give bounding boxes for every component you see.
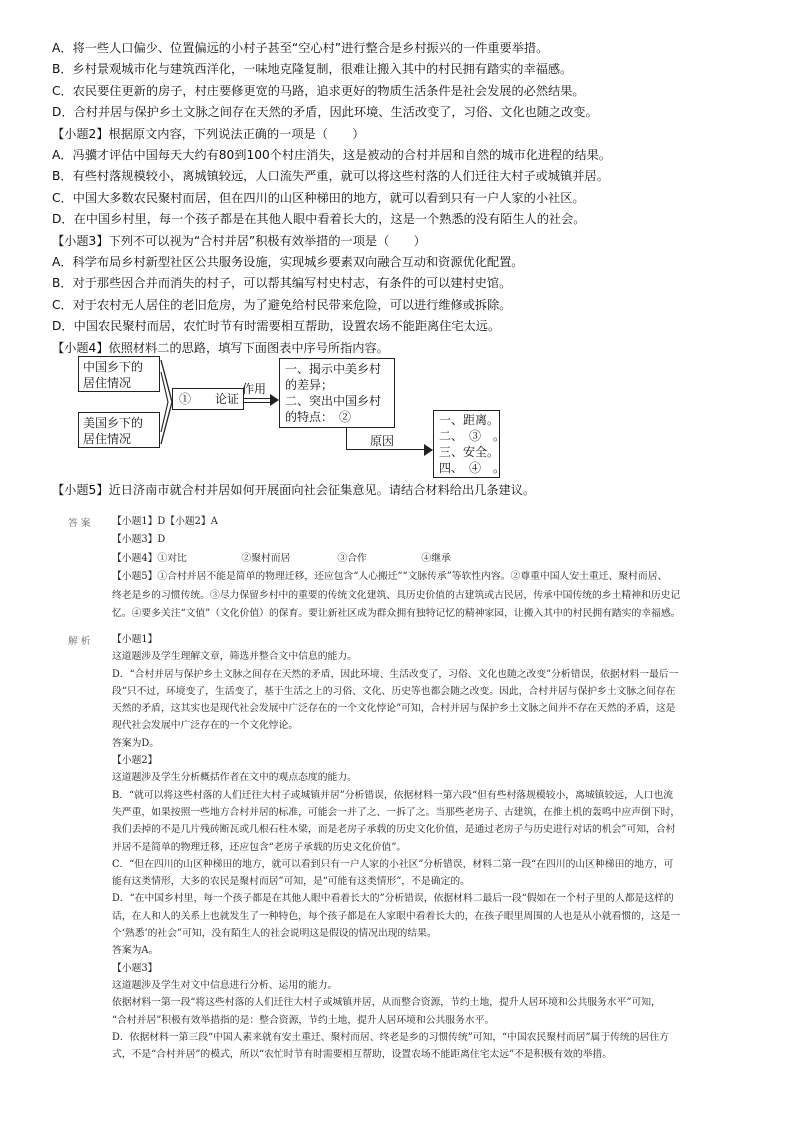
q1-option-b: B．乡村景观城市化与建筑西洋化，一味地克隆复制，很难让搬入其中的村民拥有踏实的幸福感。 xyxy=(52,62,573,77)
answer-block xyxy=(112,513,762,623)
box-china-line2: 居住情况 xyxy=(83,376,132,390)
reason-connector-vertical xyxy=(346,428,347,450)
q2-option-b: B．有些村落规模较小，离城镇较远，人口流失严重，就可以将这些村落的人们迁往大村子或城镇并居。 xyxy=(52,169,609,184)
analysis-line: 【小题3】 xyxy=(112,962,158,974)
flow-diagram xyxy=(78,354,538,479)
reason-line2: 二、 ③ 。 xyxy=(439,429,506,443)
box-purpose xyxy=(279,358,395,428)
analysis-line: 现代社会发展中广泛存在的一个文化悖论。 xyxy=(112,720,299,732)
q4-stem: 【小题4】依照材料二的思路，填写下面图表中序号所指内容。 xyxy=(52,340,389,355)
analysis-line: 式，不是“合村并居”的模式，所以“农忙时节有时需要相互帮助，设置农场不能距离住宅太远”不是积极有效的举措。 xyxy=(112,1049,613,1061)
purpose-line3: 二、突出中国乡村 xyxy=(285,394,382,408)
analysis-line: 依据材料一第一段“将这些村落的人们迁往大村子或城镇并居，从而整合资源，节约土地，提升人居环境和公共服务水平”可知， xyxy=(112,997,661,1009)
q2-option-a: A．冯骥才评估中国每天大约有80到100个村庄消失，这是被动的合村并居和自然的城市化进程的结果。 xyxy=(52,148,611,163)
q3-option-a: A．科学布局乡村新型社区公共服务设施，实现城乡要素双向融合互动和资源优化配置。 xyxy=(52,255,524,270)
reason-line4: 四、 ④ 。 xyxy=(439,461,506,475)
analysis-line: 失严重，如果按照一些地方合村并居的标准，可能会一并了之、一拆了之。当那些老房子、古建筑，在推土机的轰鸣中应声倒下时， xyxy=(112,806,681,818)
box-usa-line1: 美国乡下的 xyxy=(83,416,144,430)
analysis-line: 答案为A。 xyxy=(112,945,159,957)
q3-stem: 【小题3】下列不可以视为“合村并居”积极有效举措的一项是（ ） xyxy=(52,233,426,248)
answer-tag: 答案 xyxy=(68,518,94,529)
answer-q4-prefix: 【小题4】 xyxy=(112,552,158,564)
analysis-line: 这道题涉及学生对文中信息进行分析、运用的能力。 xyxy=(112,979,338,991)
reason-line1: 一、距离。 xyxy=(439,413,500,427)
analysis-line: “合村并居”积极有效举措指的是：整合资源，节约土地，提升人居环境和公共服务水平。 xyxy=(112,1014,495,1026)
analysis-line: 个‘熟悉’的社会”可知，没有陌生人的社会说明这是假设的情况出现的结果。 xyxy=(112,928,437,940)
answer-q4 xyxy=(112,550,762,568)
reason-arrow-head-icon xyxy=(424,444,433,456)
effect-arrow-line2 xyxy=(244,402,270,403)
label-reason: 原因 xyxy=(370,434,395,448)
box-china-line1: 中国乡下的 xyxy=(83,360,144,374)
effect-arrow xyxy=(244,398,270,399)
reason-line3: 三、安全。 xyxy=(439,445,500,459)
analysis-tag: 解析 xyxy=(68,636,94,647)
analysis-line: 段“只不过，环境变了，生活变了，基于生活之上的习俗、文化、历史等也都会随之改变。因此，合村并居与保护乡土文脉之间存在 xyxy=(112,685,676,697)
q2-stem: 【小题2】根据原文内容，下列说法正确的一项是（ ） xyxy=(52,126,365,141)
question5-section xyxy=(52,480,762,501)
answer-q5-line2: 终老是乡的习惯传统。③尽力保留乡村中的重要的传统文化建筑、具历史价值的古建筑或古民居，传承中国传统的乡土精神和历史记 xyxy=(112,589,681,601)
purpose-line2: 的差异； xyxy=(285,378,334,392)
box-method xyxy=(172,388,244,410)
analysis-line: D．依据材料一第三段“中国人素来就有安土重迁、聚村而居、终老是乡的习惯传统”可知，“中国农民聚村而居”属于传统的居住方 xyxy=(112,1031,669,1043)
question-section xyxy=(52,38,762,359)
answer-q4-item4: ④继承 xyxy=(421,552,451,564)
analysis-line: 我们丢掉的不是几片残砖断瓦或几根石柱木梁，而是老房子承载的历史文化价值，是通过老房子与历史进行对话的机会”可知，合村 xyxy=(112,824,676,836)
box-usa-line2: 居住情况 xyxy=(83,432,132,446)
purpose-line1: 一、揭示中美乡村 xyxy=(285,362,382,376)
answer-line1: 【小题1】D【小题2】A xyxy=(112,516,218,527)
effect-arrow-head-icon xyxy=(270,394,279,406)
answer-q4-item3: ③合作 xyxy=(337,552,367,564)
analysis-block xyxy=(112,631,762,1063)
analysis-line: 【小题2】 xyxy=(112,755,158,767)
q5-stem: 【小题5】近日济南市就合村并居如何开展面向社会征集意见。请结合材料给出几条建议。 xyxy=(52,483,536,497)
answer-q5-line1: 【小题5】①合村并居不能是简单的物理迁移，还应包含“人心搬迁”“文脉传承”等软性内容。②尊重中国人安土重迁、聚村而居、 xyxy=(112,571,668,583)
box-usa-living xyxy=(78,412,160,448)
analysis-line: 天然的矛盾，这其实也是现代社会发展中广泛存在的一个文化悖论”可知，合村并居与保护乡土文脉之间并不存在天然的矛盾，这是 xyxy=(112,703,676,715)
answer-q4-item2: ②聚村而居 xyxy=(241,552,291,564)
q1-option-a: A．将一些人口偏少、位置偏远的小村子甚至“空心村”进行整合是乡村振兴的一件重要举措。 xyxy=(52,41,549,55)
analysis-line: C．“但在四川的山区种梯田的地方，就可以看到只有一户人家的小社区”分析错误，材料二第一段“在四川的山区种梯田的地方，可 xyxy=(112,858,674,870)
analysis-line: B．“就可以将这些村落的人们迁往大村子或城镇并居”分析错误，依据材料一第六段“但有些村落规模较小，离城镇较远，人口也流 xyxy=(112,789,674,801)
answer-q5-line3: 忆。④要多关注“文值”（文化价值）的保育。要让新社区成为群众拥有独特记忆的精神家园，让搬入其中的村民拥有踏实的幸福感。 xyxy=(112,608,681,620)
analysis-line: 这道题涉及学生分析概括作者在文中的观点态度的能力。 xyxy=(112,772,357,784)
answer-q4-item1: ①对比 xyxy=(157,552,187,564)
analysis-line: 话，在人和人的关系上也就发生了一种特色，每个孩子都是在人家眼中看着长大的，在孩子眼里周围的人也是从小就看惯的，这是一 xyxy=(112,910,681,922)
box-reasons xyxy=(433,410,506,478)
analysis-line: 答案为D。 xyxy=(112,737,160,749)
q3-option-d: D．中国农民聚村而居，农忙时节有时需要相互帮助，设置农场不能距离住宅太远。 xyxy=(52,319,501,334)
q2-option-d: D．在中国乡村里，每一个孩子都是在其他人眼中看着长大的，这是一个熟悉的没有陌生人的社会。 xyxy=(52,212,586,227)
q1-option-c: C．农民要住更新的房子，村庄要修更宽的马路，追求更好的物质生活条件是社会发展的必然结果。 xyxy=(52,83,585,98)
box-method-text: ① 论证 xyxy=(179,392,240,406)
q2-option-c: C．中国大多数农民聚村而居，但在四川的山区种梯田的地方，就可以看到只有一户人家的小社区。 xyxy=(52,190,585,205)
analysis-line: 【小题1】 xyxy=(112,634,158,645)
q1-option-d: D．合村并居与保护乡土文脉之间存在天然的矛盾，因此环境、生活改变了，习俗、文化也随之改变。 xyxy=(52,105,598,120)
answer-line2: 【小题3】D xyxy=(112,534,166,546)
q3-option-c: C．对于农村无人居住的老旧危房，为了避免给村民带来危险，可以进行维修或拆除。 xyxy=(52,297,512,312)
purpose-line4: 的特点： ② xyxy=(285,410,364,424)
analysis-line: 能有这类情形，大多的农民是聚村而居”可知，是“可能有这类情形”，不是确定的。 xyxy=(112,876,470,888)
box-china-living xyxy=(78,356,160,392)
analysis-line: 并居不是简单的物理迁移，还应包含“老房子承载的历史文化价值”。 xyxy=(112,841,407,853)
analysis-line: 这道题涉及学生理解文章，筛选并整合文中信息的能力。 xyxy=(112,651,357,663)
q3-option-b: B．对于那些因合并而消失的村子，可以帮其编写村史村志，有条件的可以建村史馆。 xyxy=(52,276,512,291)
analysis-line: D．“在中国乡村里，每一个孩子都是在其他人眼中看着长大的”分析错误，依据材料二最后一段“假如在一个村子里的人都是这样的 xyxy=(112,893,674,905)
analysis-line: D．“合村并居与保护乡土文脉之间存在天然的矛盾，因此环境、生活改变了，习俗、文化也随之改变”分析错误，依据材料一最后一 xyxy=(112,668,679,680)
label-effect: 作用 xyxy=(242,382,267,396)
reason-connector-horizontal xyxy=(346,449,428,450)
